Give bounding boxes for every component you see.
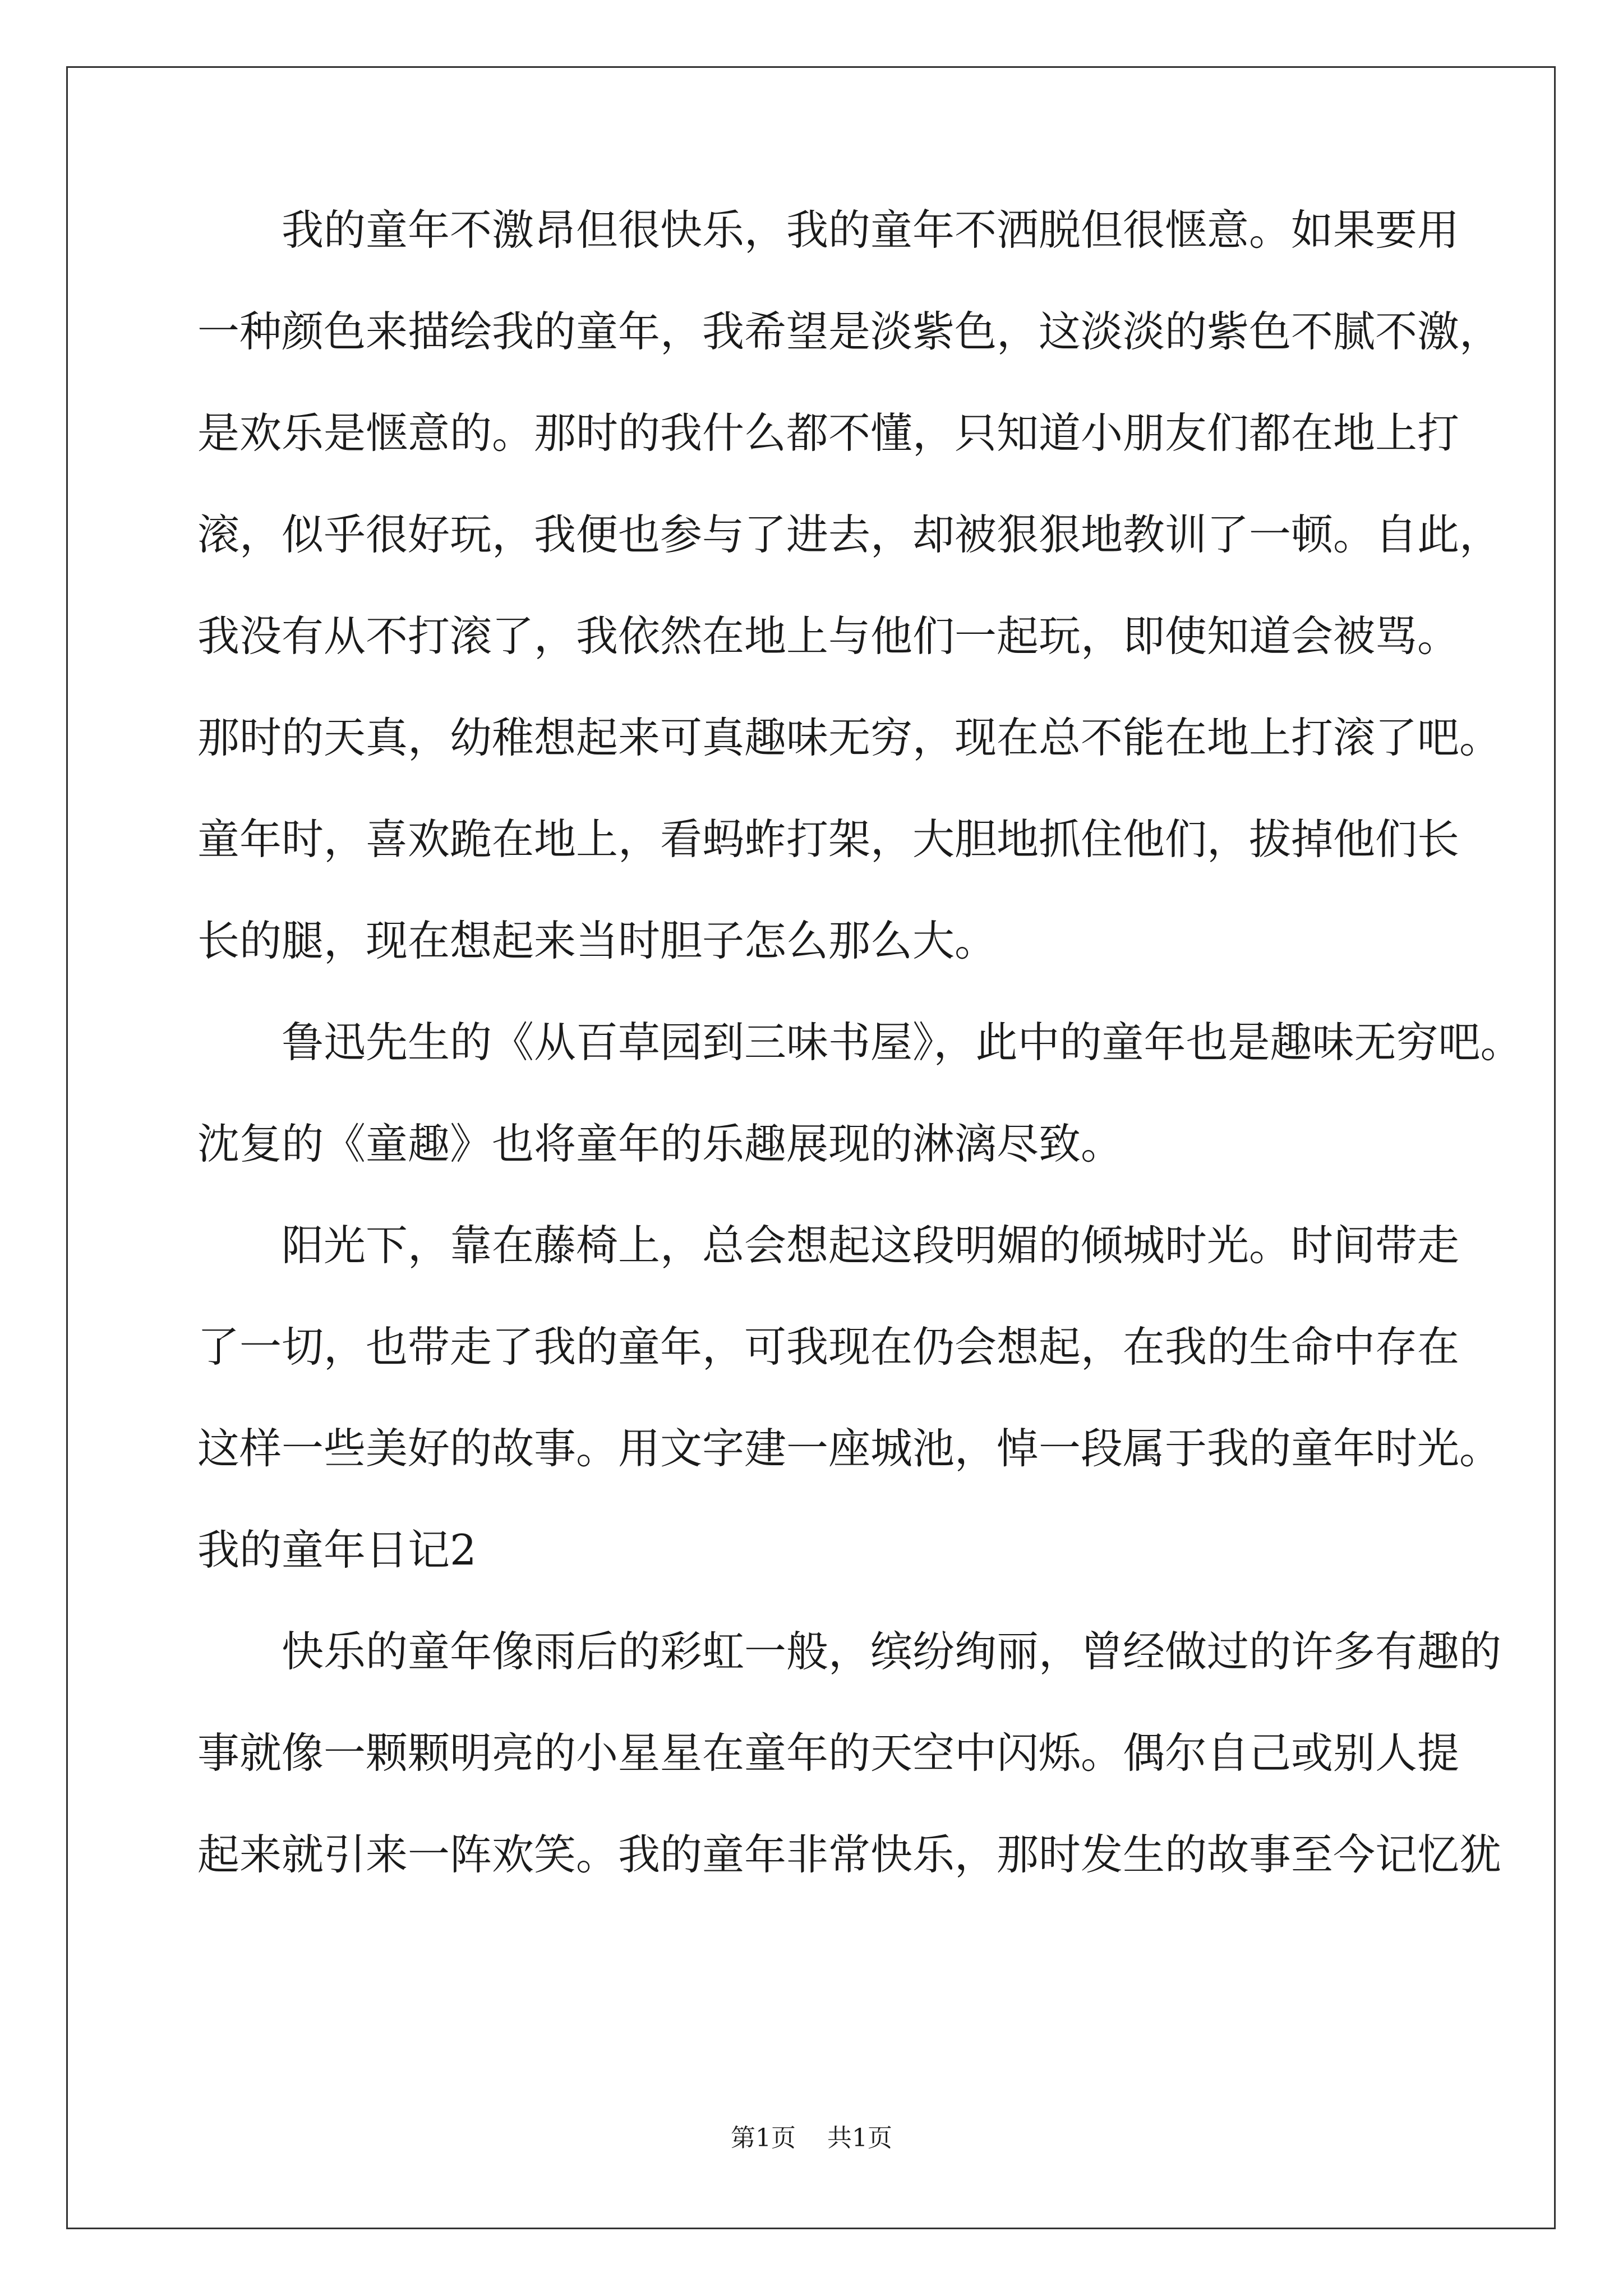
paragraph-1-line-1: 我的童年不激昂但很快乐，我的童年不洒脱但很惬意。如果要用 (282, 205, 1460, 255)
paragraph-4-line-3: 起来就引来一阵欢笑。我的童年非常快乐，那时发生的故事至今记忆犹 (197, 1830, 1502, 1879)
paragraph-3-line-3: 这样一些美好的故事。用文字建一座城池，悼一段属于我的童年时光。 (197, 1424, 1502, 1473)
paragraph-4-line-2: 事就像一颗颗明亮的小星星在童年的天空中闪烁。偶尔自己或别人提 (197, 1728, 1460, 1778)
paragraph-2-line-1: 鲁迅先生的《从百草园到三味书屋》，此中的童年也是趣味无穷吧。 (282, 1018, 1523, 1067)
paragraph-2-line-2: 沈复的《童趣》也将童年的乐趣展现的淋漓尽致。 (197, 1119, 1123, 1168)
paragraph-1-line-5: 我没有从不打滚了，我依然在地上与他们一起玩，即使知道会被骂。 (197, 611, 1460, 661)
paragraph-1-line-7: 童年时，喜欢跪在地上，看蚂蚱打架，大胆地抓住他们，拔掉他们长 (197, 815, 1460, 864)
paragraph-4-line-1: 快乐的童年像雨后的彩虹一般，缤纷绚丽，曾经做过的许多有趣的 (282, 1627, 1502, 1676)
paragraph-3-line-2: 了一切，也带走了我的童年，可我现在仍会想起，在我的生命中存在 (197, 1322, 1460, 1372)
paragraph-3-line-1: 阳光下，靠在藤椅上，总会想起这段明媚的倾城时光。时间带走 (282, 1221, 1460, 1270)
paragraph-1-line-6: 那时的天真，幼稚想起来可真趣味无穷，现在总不能在地上打滚了吧。 (197, 713, 1502, 762)
page-number-total: 共1页 (827, 2124, 892, 2152)
paragraph-1-line-2: 一种颜色来描绘我的童年，我希望是淡紫色，这淡淡的紫色不腻不激， (197, 307, 1502, 356)
section-heading: 我的童年日记2 (197, 1525, 477, 1575)
paragraph-1-line-3: 是欢乐是惬意的。那时的我什么都不懂，只知道小朋友们都在地上打 (197, 408, 1460, 458)
paragraph-1-line-4: 滚，似乎很好玩，我便也参与了进去，却被狠狠地教训了一顿。自此， (197, 510, 1502, 559)
paragraph-1-line-8: 长的腿，现在想起来当时胆子怎么那么大。 (197, 916, 997, 965)
page-number-current: 第1页 (731, 2124, 796, 2152)
page-footer (0, 2122, 1623, 2155)
